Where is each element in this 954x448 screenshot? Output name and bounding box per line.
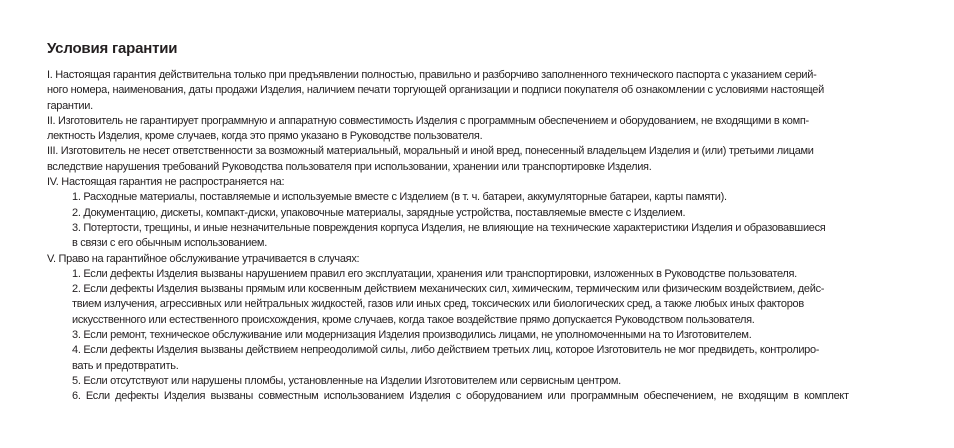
document-line: 3. Потертости, трещины, и иные незначительные повреждения корпуса Изделия, не влияющие на технические характеристики Изделия и образовавшиеся bbox=[72, 221, 826, 234]
document-line: V. Право на гарантийное обслуживание утрачивается в случаях: bbox=[47, 252, 360, 265]
document-line: 2. Если дефекты Изделия вызваны прямым или косвенным действием механических сил, химическим, термическим или физическим воздействием, дейс- bbox=[72, 283, 825, 296]
document-line: 1. Расходные материалы, поставляемые и используемые вместе с Изделием (в т. ч. батареи, аккумуляторные батареи, карты памяти). bbox=[72, 191, 727, 204]
page-title: Условия гарантии bbox=[47, 40, 178, 57]
document-line: твием излучения, агрессивных или нейтральных жидкостей, газов или иных сред, токсических или биологических сред, а также любых иных факторов bbox=[72, 298, 804, 311]
document-line: в связи с его обычным использованием. bbox=[72, 237, 267, 250]
document-line: вать и предотвратить. bbox=[72, 359, 179, 372]
document-line: гарантии. bbox=[47, 99, 93, 112]
document-line: II. Изготовитель не гарантирует программную и аппаратную совместимость Изделия с программным обеспечением и оборудованием, не входящими в комп- bbox=[47, 114, 809, 127]
document-line: I. Настоящая гарантия действительна только при предъявлении полностью, правильно и разборчиво заполненного технического паспорта с указанием серий- bbox=[47, 69, 817, 81]
document-line: 3. Если ремонт, техническое обслуживание или модернизация Изделия производились лицами, не уполномоченными на то Изготовителем. bbox=[72, 329, 752, 342]
document-line: искусственного или естественного происхождения, кроме случаев, когда такое воздействие прямо допускается Руководством пользователя. bbox=[72, 313, 755, 326]
document-line: 2. Документацию, дискеты, компакт-диски, упаковочные материалы, зарядные устройства, поставляемые вместе с Изделием. bbox=[72, 206, 686, 219]
document-line: IV. Настоящая гарантия не распространяется на: bbox=[47, 176, 285, 189]
document-line: 1. Если дефекты Изделия вызваны нарушением правил его эксплуатации, хранения или транспортировки, изложенных в Руководстве пользователя. bbox=[72, 267, 797, 280]
document-line: 5. Если отсутствуют или нарушены пломбы, установленные на Изделии Изготовителем или сервисным центром. bbox=[72, 374, 621, 387]
document-line: 6. Если дефекты Изделия вызваны совместным использованием Изделия с оборудованием или программным обеспечением, не входящим в комплект bbox=[72, 390, 849, 403]
document-line: 4. Если дефекты Изделия вызваны действием непреодолимой силы, либо действием третьих лиц, которое Изготовитель не мог предвидеть, контролиро- bbox=[72, 344, 820, 357]
document-line: III. Изготовитель не несет ответственности за возможный материальный, моральный и иной вред, понесенный владельцем Изделия и (или) третьими лицами bbox=[47, 145, 814, 158]
document-line: ного номера, наименования, даты продажи Изделия, наличием печати торгующей организации и подписи покупателя об ознакомлении с условиями настоящей bbox=[47, 84, 824, 97]
warranty-document bbox=[47, 40, 910, 405]
document-body bbox=[47, 68, 910, 405]
document-line: вследствие нарушения требований Руководства пользователя при использовании, хранении или транспортировке Изделия. bbox=[47, 160, 652, 173]
document-line: лектность Изделия, кроме случаев, когда это прямо указано в Руководстве пользователя. bbox=[47, 130, 483, 143]
